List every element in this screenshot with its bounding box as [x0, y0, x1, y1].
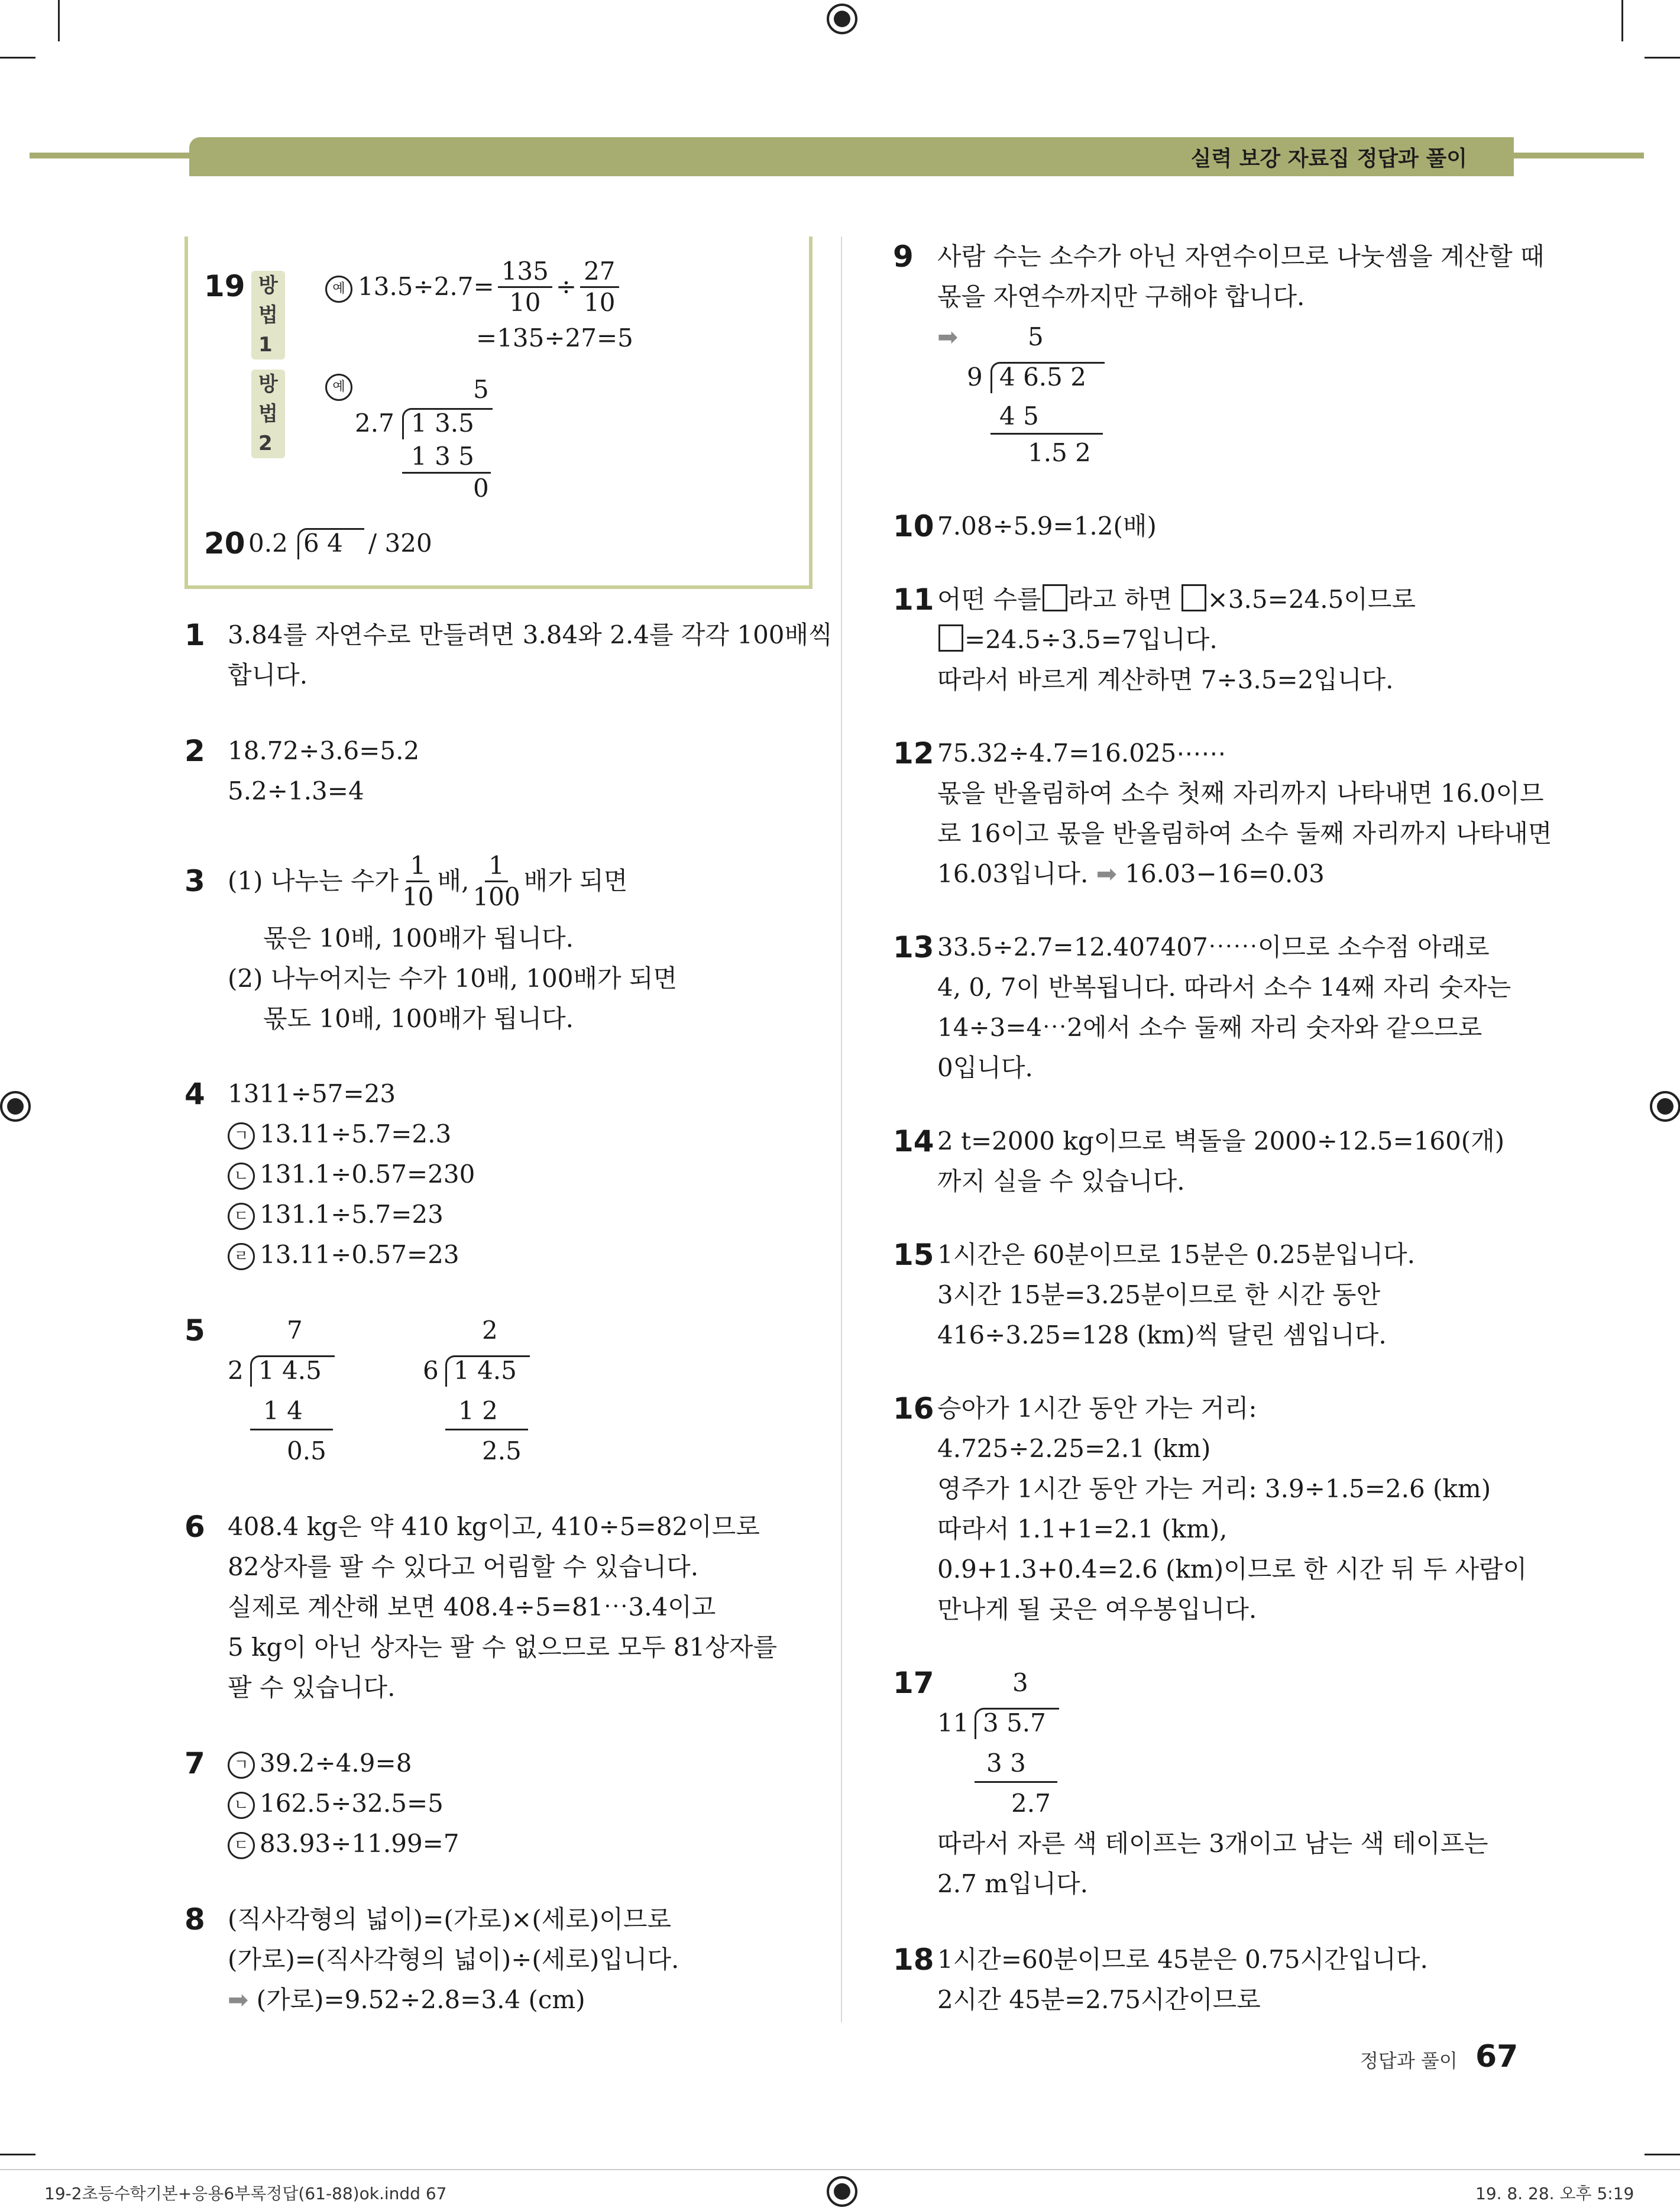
answer-text: 2시간 45분=2.75시간이므로: [937, 1985, 1261, 2014]
numerator: 1: [485, 851, 508, 882]
question-number: 9: [893, 239, 914, 274]
registration-mark-icon: [827, 4, 857, 34]
numerator: 27: [580, 257, 619, 288]
slug-rule: [0, 2169, 1680, 2170]
answer-text: 합니다.: [228, 661, 308, 689]
question-number: 6: [184, 1510, 205, 1544]
question-number: 15: [893, 1238, 934, 1272]
divide-sign: ÷: [555, 272, 577, 301]
dividend: 1 4.5: [454, 1356, 517, 1385]
answer-line: [228, 1980, 585, 2020]
circled-mark: ㄷ: [228, 1832, 255, 1859]
question-number: 19: [204, 269, 245, 303]
answer-text: [228, 846, 627, 917]
denominator: 10: [584, 287, 616, 317]
right-arrow-icon: ➡: [937, 322, 959, 351]
denominator: 10: [402, 882, 434, 911]
question-number: 2: [184, 734, 205, 768]
expression-text: 13.5÷2.7=: [358, 272, 494, 301]
item-text: 131.1÷5.7=23: [260, 1200, 444, 1229]
answer-text: (직사각형의 넓이)=(가로)×(세로)이므로: [228, 1905, 672, 1934]
example-mark: 예: [325, 276, 352, 303]
question-number: 16: [893, 1391, 934, 1426]
answer-text: 몫을 반올림하여 소수 첫째 자리까지 나타내면 16.0이므: [937, 779, 1544, 808]
blank-box: [1043, 584, 1067, 611]
answer-text: 따라서 바르게 계산하면 7÷3.5=2입니다.: [937, 665, 1394, 694]
answer-text: 7.08÷5.9=1.2(배): [937, 512, 1157, 540]
answer-text: 5 kg이 아닌 상자는 팔 수 없으므로 모두 81상자를: [228, 1633, 778, 1662]
numerator: 135: [498, 257, 552, 288]
question-number: 8: [184, 1902, 205, 1937]
fraction: [472, 851, 520, 912]
item-text: 162.5÷32.5=5: [260, 1789, 444, 1818]
column-divider: [841, 237, 842, 2022]
answer-text: 까지 실을 수 있습니다.: [937, 1167, 1185, 1196]
crop-mark: [1645, 2154, 1680, 2155]
item-text: 83.93÷11.99=7: [260, 1829, 459, 1858]
slug-file: 19-2초등수학기본+응용6부록정답(61-88)ok.indd 67: [44, 2184, 447, 2203]
long-division-dividend: 1 3.5: [411, 409, 474, 438]
dividend: 1 4.5: [258, 1356, 322, 1385]
answer-text: 1311÷57=23: [228, 1079, 396, 1108]
text-segment: 16.03−16=0.03: [1125, 859, 1325, 888]
circled-mark: ㄴ: [228, 1792, 255, 1819]
divisor: 2: [228, 1356, 244, 1385]
division-rule: [445, 1429, 528, 1430]
text-segment: 배가 되면: [523, 866, 628, 895]
subtrahend: 1 2: [458, 1396, 498, 1425]
numerator: 1: [406, 851, 429, 882]
answer-text: 3시간 15분=3.25분이므로 한 시간 동안: [937, 1280, 1381, 1309]
remainder: 2.7: [1011, 1789, 1051, 1818]
list-item: [228, 1194, 444, 1235]
question-number: 17: [893, 1666, 934, 1700]
divisor: 6: [423, 1356, 439, 1385]
answer-text: 408.4 kg은 약 410 kg이고, 410÷5=82이므로: [228, 1512, 760, 1541]
answer-text: 몫도 10배, 100배가 됩니다.: [263, 1004, 574, 1033]
answer-text: 416÷3.25=128 (km)씩 달린 셈입니다.: [937, 1320, 1387, 1349]
method-badge: 방법 1: [251, 271, 285, 360]
answer-text: 2.7 m입니다.: [937, 1869, 1089, 1898]
crop-mark: [1645, 57, 1680, 59]
crop-mark: [1621, 0, 1623, 41]
dividend: 4 6.5 2: [999, 362, 1086, 391]
list-item: [228, 1235, 459, 1275]
answer-text: 팔 수 있습니다.: [228, 1673, 396, 1702]
answer-text: 0입니다.: [937, 1053, 1033, 1082]
answer-text: 14÷3=4⋯2에서 소수 둘째 자리 숫자와 같으므로: [937, 1013, 1482, 1042]
item-text: 39.2÷4.9=8: [260, 1749, 412, 1778]
answer-text: 승아가 1시간 동안 가는 거리:: [937, 1394, 1257, 1423]
answer-text: (가로)=(직사각형의 넓이)÷(세로)입니다.: [228, 1945, 679, 1974]
item-text: 13.11÷0.57=23: [260, 1240, 459, 1269]
page-number: 67: [1475, 2039, 1519, 2074]
question-number: 3: [184, 864, 205, 898]
answer-text: 몫을 자연수까지만 구해야 합니다.: [937, 282, 1305, 311]
remainder: 1.5 2: [1028, 438, 1091, 467]
fraction: [580, 257, 619, 318]
answer-text: (2) 나누어지는 수가 10배, 100배가 되면: [228, 964, 678, 993]
answer-text: 1시간은 60분이므로 15분은 0.25분입니다.: [937, 1240, 1415, 1269]
question-number: 11: [893, 582, 934, 617]
item-text: 131.1÷0.57=230: [260, 1160, 475, 1189]
answer-text: 2 t=2000 kg이므로 벽돌을 2000÷12.5=160(개): [937, 1126, 1505, 1155]
list-item: [228, 1783, 444, 1824]
question-number: 18: [893, 1943, 934, 1977]
text-segment: ×3.5=24.5이므로: [1207, 585, 1416, 614]
text-segment: (1) 나누는 수가: [228, 866, 399, 895]
crop-mark: [58, 0, 60, 41]
divisor: 11: [937, 1708, 969, 1737]
fraction: [402, 851, 433, 912]
registration-mark-icon: [1650, 1091, 1680, 1122]
question-number: 4: [184, 1077, 205, 1111]
text-segment: =24.5÷3.5=7입니다.: [964, 625, 1218, 654]
registration-mark-icon: [0, 1091, 31, 1122]
circled-mark: ㄹ: [228, 1243, 255, 1270]
fraction: [498, 257, 552, 318]
right-arrow-icon: ➡: [228, 1985, 249, 2014]
question-number: 1: [184, 618, 205, 652]
list-item: [228, 1154, 475, 1194]
answer-text: 82상자를 팔 수 있다고 어림할 수 있습니다.: [228, 1552, 699, 1581]
division-rule: [975, 1781, 1057, 1783]
divisor: 9: [967, 362, 983, 391]
quotient: 5: [1028, 322, 1044, 351]
answer-text: 영주가 1시간 동안 가는 거리: 3.9÷1.5=2.6 (km): [937, 1474, 1491, 1503]
right-arrow-icon: ➡: [1096, 859, 1117, 888]
subtrahend: 4 5: [999, 402, 1039, 430]
subtrahend: 3 3: [986, 1749, 1026, 1778]
answer-text: 1시간=60분이므로 45분은 0.75시간입니다.: [937, 1945, 1428, 1974]
answer-text: 5.2÷1.3=4: [228, 776, 364, 805]
answer-text: 18.72÷3.6=5.2: [228, 736, 420, 765]
footer-label: 정답과 풀이: [1360, 2050, 1458, 2072]
answer-text: 로 16이고 몫을 반올림하여 소수 둘째 자리까지 나타내면: [937, 819, 1552, 848]
answer-text: 사람 수는 소수가 아닌 자연수이므로 나눗셈을 계산할 때: [937, 242, 1545, 271]
header-title: 실력 보강 자료집 정답과 풀이: [1190, 147, 1467, 171]
blank-box: [1181, 584, 1206, 611]
answer-text: [937, 580, 1416, 620]
text-segment: 16.03입니다.: [937, 859, 1089, 888]
quotient: 2: [482, 1316, 498, 1345]
long-division-quotient: 5: [473, 375, 489, 404]
circled-mark: ㄱ: [228, 1122, 255, 1150]
answer-text: 4.725÷2.25=2.1 (km): [937, 1434, 1211, 1463]
subtrahend: 1 4: [263, 1396, 303, 1425]
question-number: 14: [893, 1124, 934, 1158]
answer-text: 만나게 될 곳은 여우봉입니다.: [937, 1595, 1257, 1624]
remainder: 0.5: [287, 1436, 326, 1465]
list-item: [228, 1114, 451, 1154]
method1-line2: =135÷27=5: [476, 323, 633, 352]
circled-mark: ㄷ: [228, 1203, 255, 1230]
answer: / 320: [368, 529, 432, 558]
dividend: 6 4: [303, 529, 343, 558]
division-rule: [250, 1429, 333, 1430]
answer-text: 따라서 자른 색 테이프는 3개이고 남는 색 테이프는: [937, 1829, 1488, 1858]
answer-text: [937, 620, 1218, 660]
denominator: 10: [509, 287, 541, 317]
quotient: 7: [287, 1316, 303, 1345]
crop-mark: [0, 2154, 35, 2155]
crop-mark: [0, 57, 35, 59]
answer-text: [937, 854, 1325, 894]
item-text: 13.11÷5.7=2.3: [260, 1119, 452, 1148]
question-number: 13: [893, 930, 934, 964]
answer-text: 0.9+1.3+0.4=2.6 (km)이므로 한 시간 뒤 두 사람이: [937, 1555, 1527, 1584]
question-number: 5: [184, 1313, 205, 1348]
answer-text: 3.84를 자연수로 만들려면 3.84와 2.4를 각각 100배씩: [228, 620, 833, 649]
question-number: 20: [204, 526, 245, 561]
remainder: 2.5: [482, 1436, 522, 1465]
text-segment: 라고 하면: [1068, 585, 1173, 614]
circled-mark: ㄱ: [228, 1752, 255, 1779]
text-segment: 어떤 수를: [937, 585, 1041, 614]
answer-text: 몫은 10배, 100배가 됩니다.: [263, 924, 574, 953]
quotient: 3: [1012, 1668, 1028, 1697]
answer-text: 실제로 계산해 보면 408.4÷5=81⋯3.4이고: [228, 1592, 716, 1621]
answer-text: 75.32÷4.7=16.025⋯⋯: [937, 739, 1226, 768]
question-number: 7: [184, 1746, 205, 1781]
list-item: [228, 1824, 459, 1864]
question-number: 10: [893, 509, 934, 543]
text-segment: 배,: [437, 866, 470, 895]
question-number: 12: [893, 736, 934, 771]
registration-mark-icon: [827, 2176, 857, 2207]
long-division-remainder: 0: [473, 474, 489, 503]
answer-text: 4, 0, 7이 반복됩니다. 따라서 소수 14째 자리 숫자는: [937, 973, 1511, 1002]
method-badge: 방법 2: [251, 370, 285, 458]
denominator: 100: [472, 882, 520, 911]
answer-text: (가로)=9.52÷2.8=3.4 (cm): [256, 1985, 585, 2014]
circled-mark: ㄴ: [228, 1163, 255, 1190]
list-item: [228, 1743, 412, 1783]
example-mark: 예: [325, 374, 352, 401]
dividend: 3 5.7: [983, 1708, 1046, 1737]
slug-date: 19. 8. 28. 오후 5:19: [1475, 2184, 1634, 2203]
answer-text: 따라서 1.1+1=2.1 (km),: [937, 1514, 1228, 1543]
divisor: 0.2: [248, 529, 288, 558]
blank-box: [938, 624, 963, 652]
answer-text: 33.5÷2.7=12.407407⋯⋯이므로 소수점 아래로: [937, 933, 1490, 962]
long-division-divisor: 2.7: [355, 409, 394, 438]
method1-expression: [358, 248, 623, 325]
long-division-subtrahend: 1 3 5: [411, 442, 474, 471]
